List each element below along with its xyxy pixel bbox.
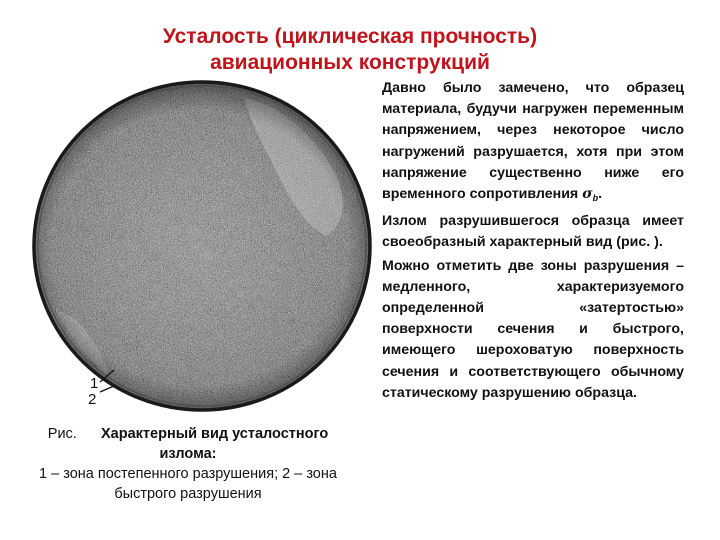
caption-legend: 1 – зона постепенного разрушения; 2 – зона быстрого разрушения [39,466,337,502]
paragraph-3: Можно отметить две зоны разрушения – медленного, характеризуемого определенной «затертостью» поверхности сечения и быстрого, имеющего шероховатую поверхность сечения и соответствующего обычному статическому разрушению образца. [382,257,684,401]
main-text [382,78,684,406]
paragraph-1 [382,78,684,209]
label-2-leader [100,386,114,392]
figure-caption [30,424,346,504]
label-1: 1 [90,375,99,392]
title-line-1: Усталость (циклическая прочность) [162,25,538,48]
caption-title: Характерный вид усталостного излома: [101,426,329,462]
sigma-symbol: σ [582,186,593,203]
paragraph-1-end: . [598,186,603,203]
caption-prefix: Рис. [47,426,81,442]
page-title [60,24,640,76]
title-line-2: авиационных конструкций [210,51,490,74]
fatigue-fracture-photo [14,76,386,420]
paragraph-2: Излом разрушившегося образца имеет своеобразный характерный вид (рис. ). [382,213,684,251]
paragraph-1-text: Давно было замечено, что образец материала, будучи нагружен переменным напряжением, через некоторое число нагружений разрушается, хотя при этом напряжение существенно ниже его временного сопротивления [382,80,684,203]
label-2: 2 [88,391,97,408]
sigma-subscript: b [592,193,599,204]
